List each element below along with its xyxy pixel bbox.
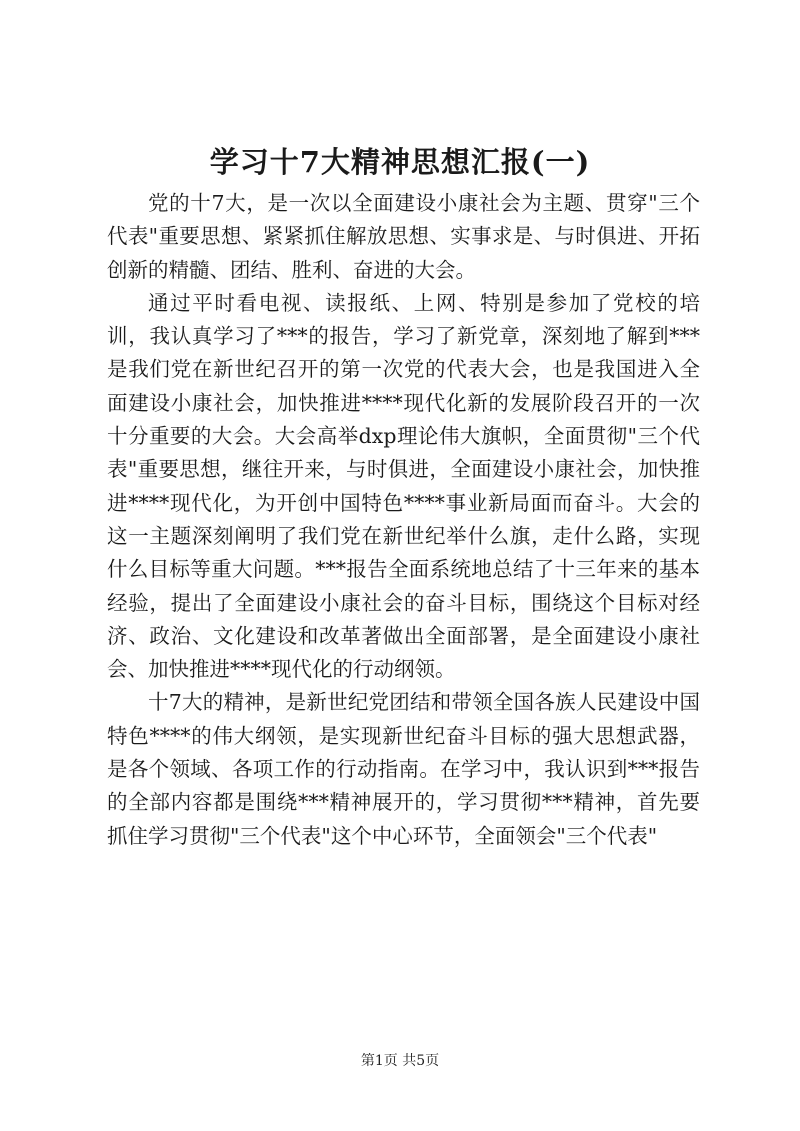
document-title: 学习十7大精神思想汇报(一) [209, 145, 591, 179]
page-number: 第1页 共5页 [360, 1053, 440, 1069]
paragraph-2: 通过平时看电视、读报纸、上网、特别是参加了党校的培训，我认真学习了***的报告，学习了新党章，深刻地了解到***是我们党在新世纪召开的第一次党的代表大会，也是我国进入全面建设小康社会，加快推进****现代化新的发展阶段召开的一次十分重要的大会。大会高举dxp理论伟大旗帜，全面贯彻"三个代表"重要思想，继往开来，与时俱进，全面建设小康社会，加快推进****现代化，为开创中国特色****事业新局面而奋斗。大会的这一主题深刻阐明了我们党在新世纪举什么旗，走什么路，实现什么目标等重大问题。***报告全面系统地总结了十三年来的基本经验，提出了全面建设小康社会的奋斗目标，围绕这个目标对经济、政治、文化建设和改革著做出全面部署，是全面建设小康社会、加快推进****现代化的行动纲领。 [107, 290, 700, 682]
paragraph-3: 十7大的精神，是新世纪党团结和带领全国各族人民建设中国特色****的伟大纲领，是实现新世纪奋斗目标的强大思想武器，是各个领域、各项工作的行动指南。在学习中，我认识到***报告的全部内容都是围绕***精神展开的，学习贯彻***精神，首先要抓住学习贯彻"三个代表"这个中心环节，全面领会"三个代表" [107, 690, 700, 848]
document-body [107, 187, 700, 853]
paragraph-1: 党的十7大，是一次以全面建设小康社会为主题、贯穿"三个代表"重要思想、紧紧抓住解放思想、实事求是、与时俱进、开拓创新的精髓、团结、胜利、奋进的大会。 [107, 191, 700, 282]
